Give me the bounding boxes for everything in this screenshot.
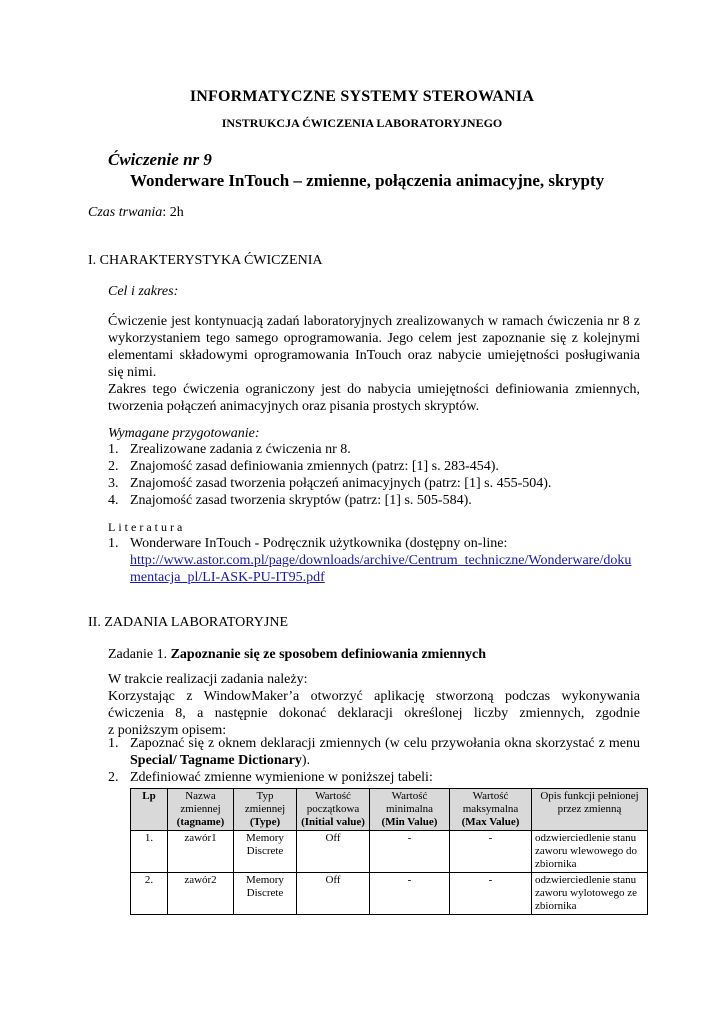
list-item: 1. Wonderware InTouch - Podręcznik użytkownika (dostępny on-line: http://www.astor.com.pl/page/downloads/archive/Centrum_techniczne/Wonderware/doku mentacja_pl/LI-ASK-PU-IT95.pdf [108,535,648,586]
cell-description: odzwierciedlenie stanu zaworu wylotowego ze zbiornika [532,873,648,915]
duration-label: Czas trwania [88,205,163,220]
header-initial: Wartość początkowa (Initial value) [297,789,370,831]
goal-line: wykorzystaniem tego samego oprogramowania. Jego celem jest zapoznanie się z kolejnymi [108,331,640,346]
list-item: 2. Znajomość zasad definiowania zmiennych (patrz: [1] s. 283-454). [108,459,499,474]
goal-line: Zakres tego ćwiczenia ograniczony jest do nabycia umiejętności definiowania zmiennych, [108,382,640,397]
task-description [108,671,640,739]
literature-label: Literatura [108,520,186,534]
cell-type: Memory Discrete [234,873,297,915]
task-line: ćwiczenia 8, a następnie dokonać deklaracji określonej liczby zmiennych, zgodnie [108,706,640,721]
literature-list [108,535,648,586]
duration [88,204,184,221]
literature-link[interactable]: http://www.astor.com.pl/page/downloads/archive/Centrum_techniczne/Wonderware/doku [130,553,632,568]
task-label: Zadanie 1. [108,647,171,662]
header-name: Nazwa zmiennej (tagname) [168,789,234,831]
cell-initial: Off [297,831,370,873]
task-steps [108,735,640,786]
goal-label: Cel i zakres: [108,284,179,299]
exercise-title: Wonderware InTouch – zmienne, połączenia animacyjne, skrypty [130,171,605,190]
header-type: Typ zmiennej (Type) [234,789,297,831]
prep-list [108,441,640,509]
list-item: 2. Zdefiniować zmienne wymienione w poniższej tabeli: [108,770,433,785]
prep-label: Wymagane przygotowanie: [108,426,260,441]
header-max: Wartość maksymalna (Max Value) [450,789,532,831]
list-item: 1. Zapoznać się z oknem deklaracji zmiennych (w celu przywołania okna skorzystać z menu Special/ Tagname Dictionary). [108,736,640,768]
cell-initial: Off [297,873,370,915]
table-header-row [131,789,648,831]
cell-description: odzwierciedlenie stanu zaworu wlewowego do zbiornika [532,831,648,873]
cell-lp: 1. [131,831,168,873]
task-heading [108,646,486,663]
duration-value: : 2h [162,205,184,220]
header-min: Wartość minimalna (Min Value) [370,789,450,831]
cell-max: - [450,873,532,915]
table-row [131,831,648,873]
section-2-heading: II. ZADANIA LABORATORYJNE [88,615,289,630]
task-line: z poniższym opisem: [108,723,227,738]
exercise-number: Ćwiczenie nr 9 [108,150,212,169]
list-item: 1. Zrealizowane zadania z ćwiczenia nr 8. [108,442,351,457]
cell-name: zawór1 [168,831,234,873]
document-subtitle: INSTRUKCJA ĆWICZENIA LABORATORYJNEGO [221,116,503,130]
cell-min: - [370,831,450,873]
cell-type: Memory Discrete [234,831,297,873]
header-description: Opis funkcji pełnionej przez zmienną [532,789,648,831]
table-row [131,873,648,915]
cell-min: - [370,873,450,915]
task-title: Zapoznanie się ze sposobem definiowania zmiennych [170,647,486,662]
tags-table [130,788,648,915]
task-line: Korzystając z WindowMaker’a otworzyć aplikację stworzoną podczas wykonywania [108,689,640,704]
goal-line: elementami składowymi oprogramowania InTouch oraz nabycie umiejętności posługiwania [108,348,640,363]
literature-link[interactable]: mentacja_pl/LI-ASK-PU-IT95.pdf [130,570,325,585]
cell-max: - [450,831,532,873]
task-intro: W trakcie realizacji zadania należy: [108,672,308,687]
section-1-heading: I. CHARAKTERYSTYKA ĆWICZENIA [88,253,323,268]
cell-lp: 2. [131,873,168,915]
goal-line: się nimi. [108,365,157,380]
goal-paragraph [108,313,640,415]
goal-line: tworzenia połączeń animacyjnych oraz pisania prostych skryptów. [108,399,480,414]
list-item: 3. Znajomość zasad tworzenia połączeń animacyjnych (patrz: [1] s. 455-504). [108,476,552,491]
header-lp: Lp [131,789,168,831]
cell-name: zawór2 [168,873,234,915]
list-item: 4. Znajomość zasad tworzenia skryptów (patrz: [1] s. 505-584). [108,493,472,508]
goal-line: Ćwiczenie jest kontynuacją zadań laboratoryjnych zrealizowanych w ramach ćwiczenia nr 8 z [108,314,640,329]
document-title: INFORMATYCZNE SYSTEMY STEROWANIA [189,88,535,105]
